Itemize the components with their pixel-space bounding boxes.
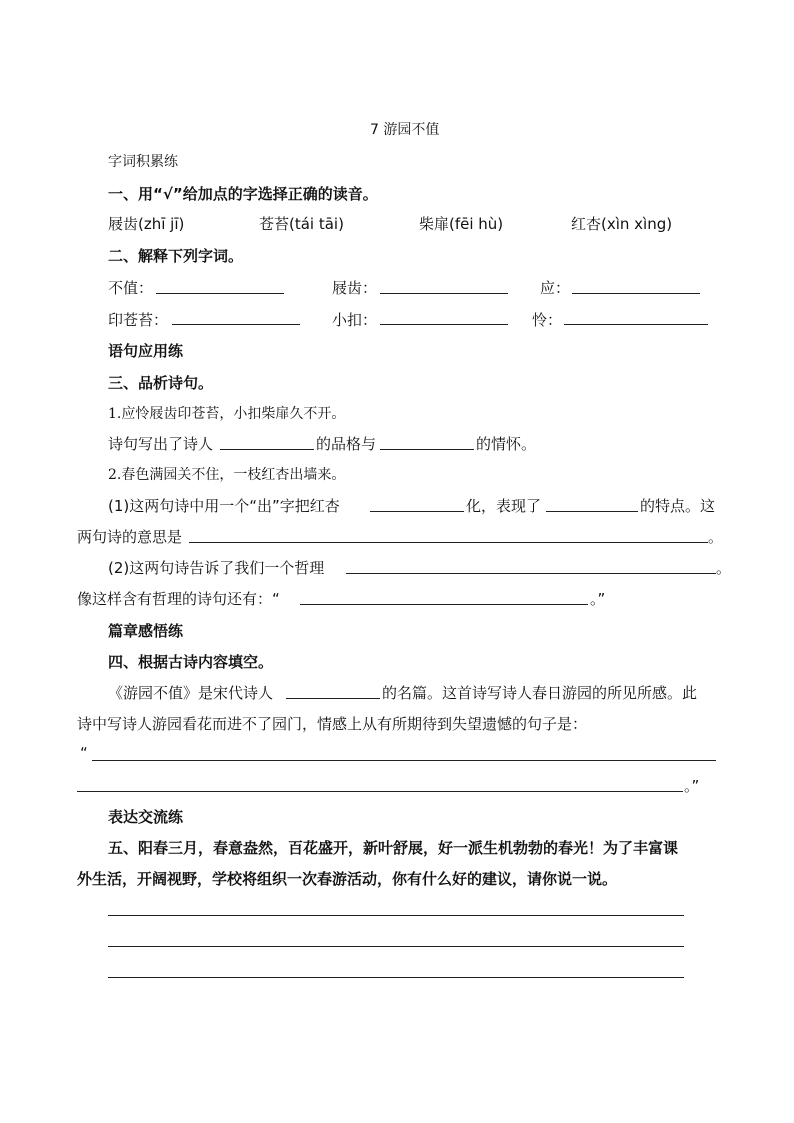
term-label: 屐齿： — [332, 279, 378, 297]
pinyin-item: 红杏(xìn xìng) — [571, 215, 673, 233]
q4-text: 。” — [684, 777, 700, 795]
question-2-heading: 二、解释下列字词。 — [108, 247, 244, 265]
answer-blank[interactable] — [300, 604, 588, 605]
q3-text: (1)这两句诗中用一个“出”字把红杏 — [108, 497, 340, 515]
section-heading-passage: 篇章感悟练 — [108, 622, 184, 640]
answer-blank[interactable] — [370, 511, 464, 512]
q3-text: 两句诗的意思是 — [77, 528, 183, 546]
term-label: 印苍苔： — [108, 311, 169, 329]
q3-text: 的情怀。 — [476, 435, 537, 453]
pinyin-item: 柴扉(fēi hù) — [419, 215, 504, 233]
answer-blank[interactable] — [156, 293, 284, 294]
page-title: 7 游园不值 — [370, 122, 440, 138]
pinyin-item: 屐齿(zhī jī) — [108, 215, 185, 233]
q3-text: 。” — [590, 590, 606, 608]
term-label: 不值： — [108, 279, 154, 297]
answer-blank[interactable] — [346, 573, 716, 574]
question-5-heading: 五、阳春三月，春意盎然，百花盛开，新叶舒展，好一派生机勃勃的春光！为了丰富课 — [108, 839, 679, 857]
answer-blank[interactable] — [108, 977, 684, 978]
q4-text: 的名篇。这首诗写诗人春日游园的所见所感。此 — [382, 684, 698, 702]
q4-text: 《游园不值》是宋代诗人 — [108, 684, 274, 702]
q3-text: 化，表现了 — [466, 497, 542, 515]
term-label: 应： — [540, 279, 571, 297]
answer-blank[interactable] — [77, 791, 683, 792]
q4-text: “ — [80, 744, 88, 762]
answer-blank[interactable] — [286, 698, 380, 699]
poem-line-2: 2.春色满园关不住，一枝红杏出墙来。 — [108, 467, 346, 483]
answer-blank[interactable] — [172, 324, 300, 325]
question-1-heading: 一、用“√”给加点的字选择正确的读音。 — [108, 185, 378, 203]
term-label: 怜： — [532, 311, 563, 329]
answer-blank[interactable] — [380, 324, 508, 325]
answer-blank[interactable] — [546, 511, 638, 512]
answer-blank[interactable] — [108, 946, 684, 947]
term-label: 小扣： — [332, 311, 378, 329]
answer-blank[interactable] — [92, 760, 716, 761]
answer-blank[interactable] — [572, 293, 700, 294]
section-heading-expression: 表达交流练 — [108, 808, 184, 826]
section-heading-sentence: 语句应用练 — [108, 342, 184, 360]
answer-blank[interactable] — [108, 915, 684, 916]
answer-blank[interactable] — [380, 293, 508, 294]
q3-text: (2)这两句诗告诉了我们一个哲理 — [108, 559, 325, 577]
section-heading-vocab: 字词积累练 — [108, 154, 178, 170]
q4-text: 诗中写诗人游园看花而进不了园门，情感上从有所期待到失望遗憾的句子是： — [77, 715, 588, 733]
q3-text: 的品格与 — [316, 435, 377, 453]
pinyin-item: 苍苔(tái tāi) — [259, 215, 344, 233]
poem-line-1: 1.应怜屐齿印苍苔，小扣柴扉久不开。 — [108, 406, 346, 422]
q3-text: 诗句写出了诗人 — [108, 435, 214, 453]
question-4-heading: 四、根据古诗内容填空。 — [108, 653, 274, 671]
answer-blank[interactable] — [189, 542, 708, 543]
q3-text: 像这样含有哲理的诗句还有：“ — [77, 590, 280, 608]
q3-text: 的特点。这 — [640, 497, 716, 515]
q3-text: 。 — [716, 559, 732, 577]
answer-blank[interactable] — [564, 324, 708, 325]
question-3-heading: 三、品析诗句。 — [108, 374, 214, 392]
answer-blank[interactable] — [380, 449, 474, 450]
q3-text: 。 — [708, 528, 724, 546]
answer-blank[interactable] — [220, 449, 314, 450]
question-5-heading: 外生活，开阔视野，学校将组织一次春游活动，你有什么好的建议，请你说一说。 — [77, 870, 618, 888]
